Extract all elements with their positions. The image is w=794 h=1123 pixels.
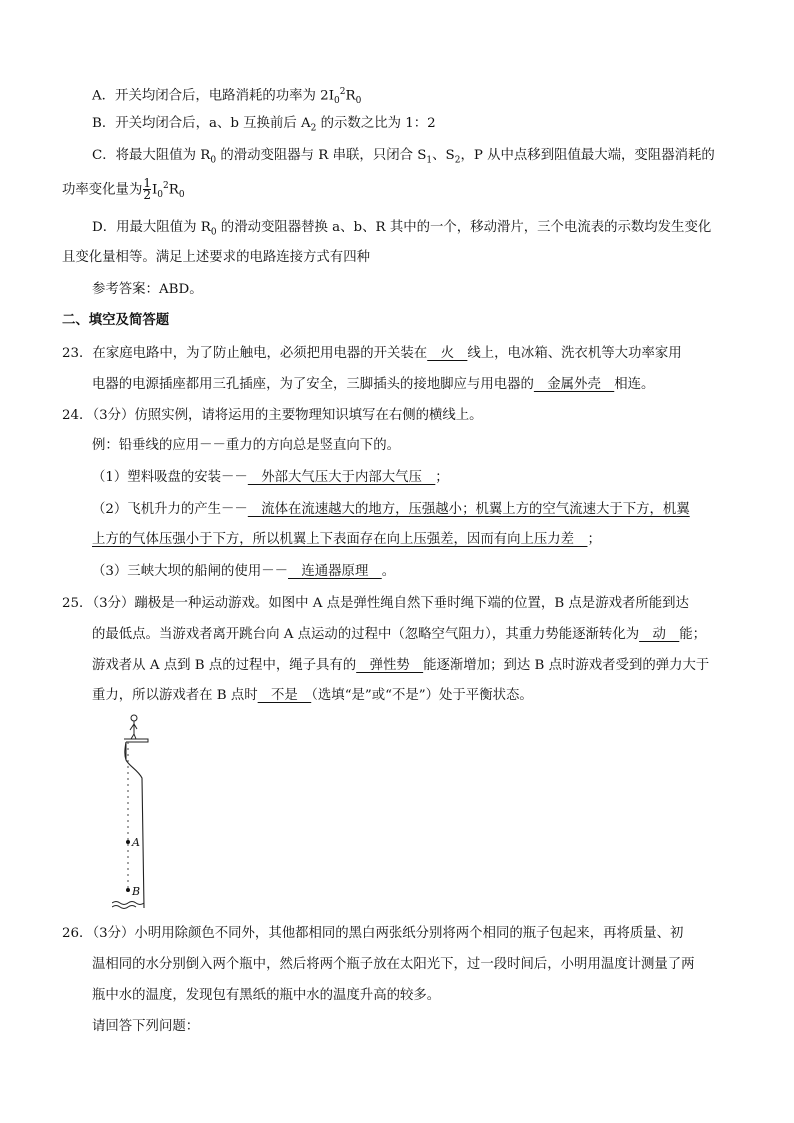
q26-line4: 请回答下列问题： [92,1019,200,1034]
q25-line4: 重力，所以游戏者在 B 点时 不是 （选填“是”或“不是”）处于平衡状态。 [92,688,533,703]
label-b: B [132,885,141,898]
option-c-line1: C．将最大阻值为 $R_0$ 的滑动变阻器与 R 串联，只闭合 $S_1$、$S_2$，P 从中点移到阻值最大端，变阻器消耗的 [92,148,715,166]
q23-line1: 23．在家庭电路中，为了防止触电，必须把用电器的开关装在 火 线上，电冰箱、洗衣机等大功率家用 [62,346,682,361]
q24-stem: 24．（3分）仿照实例，请将运用的主要物理知识填写在右侧的横线上。 [62,408,483,423]
point-a [126,840,130,844]
q25-blank-1: 动 [639,627,680,642]
q25-line3: 游戏者从 A 点到 B 点的过程中，绳子具有的 弹性势 能逐渐增加；到达 B 点时游戏者受到的弹力大于 [92,658,710,673]
q23-blank-2: 金属外壳 [533,377,615,392]
option-d-line1: D．用最大阻值为 $R_0$ 的滑动变阻器替换 a、b、R 其中的一个，移动滑片，三个电流表的示数均发生变化 [92,220,712,238]
fraction-half: $\frac{1}{2}$ [143,176,151,203]
option-b: B．开关均闭合后，a、b 互换前后 $A_2$ 的示数之比为 1：2 [92,116,436,134]
q26-line1: 26．（3分）小明用除颜色不同外，其他都相同的黑白两张纸分别将两个相同的瓶子包起来，再将质量、初 [62,926,684,941]
q25-line1: 25．（3分）蹦极是一种运动游戏。如图中 A 点是弹性绳自然下垂时绳下端的位置，B 点是游戏者所能到达 [62,596,689,611]
answer-reference: 参考答案：ABD。 [92,282,203,297]
section-title: 二、填空及简答题 [62,313,170,328]
q24-blank-2a: 流体在流速越大的地方，压强越小；机翼上方的空气流速大于下方，机翼 [247,502,690,517]
q24-blank-1: 外部大气压大于内部大气压 [247,470,436,485]
q26-line2: 温相同的水分别倒入两个瓶中，然后将两个瓶子放在太阳光下，过一段时间后，小明用温度计测量了两 [92,957,695,972]
q23-blank-1: 火 [427,346,468,361]
q25-line2: 的最低点。当游戏者离开跳台向 A 点运动的过程中（忽略空气阻力），其重力势能逐渐转化为 动 能； [92,627,707,642]
water-line [112,902,144,909]
q26-line3: 瓶中水的温度，发现包有黑纸的瓶中水的温度升高的较多。 [92,988,441,1003]
q24-blank-3: 连通器原理 [288,564,382,579]
option-d-line2: 且变化量相等。满足上述要求的电路连接方式有四种 [62,250,370,265]
label-a: A [132,836,140,849]
q24-item-2-line2: 上方的气体压强小于下方，所以机翼上下表面存在向上压强差，因而有向上压力差 ； [92,532,601,547]
point-b [126,888,130,892]
q23-line2: 电器的电源插座都用三孔插座，为了安全，三脚插头的接地脚应与用电器的 金属外壳 相连。 [92,377,655,392]
q24-blank-2b: 上方的气体压强小于下方，所以机翼上下表面存在向上压强差，因而有向上压力差 [92,532,588,547]
q25-blank-2: 弹性势 [356,658,424,673]
q24-item-2-line1: （2）飞机升力的产生－－ 流体在流速越大的地方，压强越小；机翼上方的空气流速大于下方，机翼 [92,502,690,517]
jumper-icon [130,715,137,739]
q24-item-3: （3）三峡大坝的船闸的使用－－ 连通器原理 。 [92,564,396,579]
option-c-line2: 功率变化量为 $\frac{1}{2}$ $I_0^2R_0$ [62,176,185,203]
q24-example: 例：铅垂线的应用－－重力的方向总是竖直向下的。 [92,438,400,453]
platform [124,739,148,742]
q24-item-1: （1）塑料吸盘的安装－－ 外部大气压大于内部大气压 ； [92,470,449,485]
option-a: A．开关均闭合后，电路消耗的功率为 $2I_0^2R_0$ [92,87,362,107]
bungee-figure [112,708,162,918]
q25-blank-3: 不是 [257,688,312,703]
